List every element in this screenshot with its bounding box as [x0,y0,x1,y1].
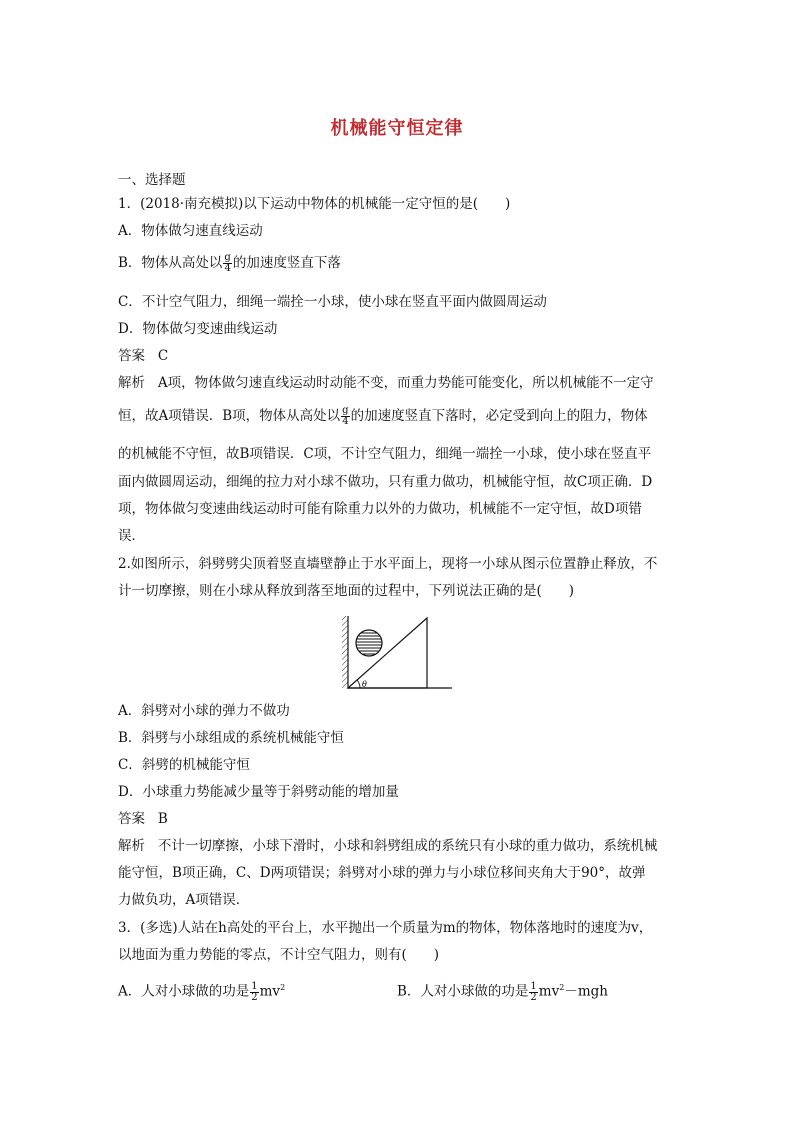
q1-option-c: C．不计空气阻力，细绳一端拴一小球，使小球在竖直平面内做圆周运动 [118,294,547,310]
option-text: －mgh [564,983,608,1000]
q1-stem: 1．(2018·南充模拟)以下运动中物体的机械能一定守恒的是( ) [118,196,511,212]
q1-option-b-pre: B．物体从高处以 [118,255,223,271]
q1-analysis-line-3: 的机械能不守恒，故B项错误．C项，不计空气阻力，细绳一端拴一小球，使小球在竖直平 [118,446,652,462]
q1-option-d: D．物体做匀变速曲线运动 [118,321,278,337]
answer-label: 答案 [118,811,145,827]
frac-denominator: 4 [342,416,349,427]
q2-analysis-line-3: 力做负功，A项错误． [118,892,250,908]
frac-denominator: 4 [224,263,231,274]
fraction-g-over-4 [223,253,231,274]
q1-option-a: A．物体做匀速直线运动 [118,223,263,239]
option-text: mv [259,983,281,1000]
frac-numerator: g [342,405,349,416]
analysis-label: 解析 [118,838,145,854]
frac-numerator: 1 [530,980,537,992]
wall-hatching [342,616,348,688]
analysis-text: A项，物体做匀速直线运动时动能不变，而重力势能可能变化，所以机械能不一定守 [157,375,654,391]
q2-answer [118,809,168,829]
frac-denominator: 2 [530,991,537,1003]
q3-stem-line-1: 3．(多选)人站在h高处的平台上，水平抛出一个质量为m的物体，物体落地时的速度为v， [118,920,653,936]
q2-option-c: C．斜劈的机械能守恒 [118,757,250,773]
q2-option-b: B．斜劈与小球组成的系统机械能守恒 [118,730,344,746]
q2-stem-line-2: 计一切摩擦，则在小球从释放到落至地面的过程中，下列说法正确的是( ) [118,583,575,599]
page-title: 机械能守恒定律 [330,118,464,139]
q2-analysis-line-1 [118,836,657,856]
q3-stem-line-2: 以地面为重力势能的零点，不计空气阻力，则有( ) [118,947,440,963]
answer-value: B [157,811,168,827]
frac-numerator: 1 [251,980,258,992]
wedge-ball-figure [340,616,454,692]
analysis-label: 解析 [118,375,145,391]
superscript: 2 [280,983,286,992]
q2-analysis-line-2: 能守恒，B项正确，C、D两项错误；斜劈对小球的弹力与小球位移间夹角大于90°，故弹 [118,865,646,881]
q2-option-d: D．小球重力势能减少量等于斜劈动能的增加量 [118,784,399,800]
angle-arc [357,680,360,688]
q1-analysis-line-4: 面内做圆周运动，细绳的拉力对小球不做功，只有重力做功，机械能守恒，故C项正确．D [118,474,653,490]
q2-option-a: A．斜劈对小球的弹力不做功 [118,703,290,719]
superscript: 2 [559,983,565,992]
q1-analysis-line-5: 项，物体做匀变速曲线运动时可能有除重力以外的力做功，机械能不一定守恒，故D项错 [118,501,642,517]
q1-answer [118,346,168,366]
q1-analysis-line-6: 误． [118,528,145,544]
q3-option-b [397,978,608,1003]
q1-option-b [118,253,341,274]
frac-numerator: g [224,252,231,263]
section-heading: 一、选择题 [118,172,186,188]
ball [356,630,382,656]
q1-analysis-line-2 [118,406,648,427]
option-text: A．人对小球做的功是 [118,983,250,1000]
answer-label: 答案 [118,348,145,364]
option-text: mv [538,983,560,1000]
answer-value: C [157,348,169,364]
fraction-g-over-4 [341,406,349,427]
angle-label: θ [362,680,367,689]
option-text: B．人对小球做的功是 [397,983,529,1000]
q1-analysis-line-1 [118,373,654,393]
q1-option-b-post: 的加速度竖直下落 [232,255,341,271]
fraction-one-half [529,982,537,1003]
analysis-text: 的加速度竖直下落时，必定受到向上的阻力，物体 [350,408,648,424]
fraction-one-half [250,982,258,1003]
frac-denominator: 2 [251,991,258,1003]
analysis-text: 不计一切摩擦，小球下滑时，小球和斜劈组成的系统只有小球的重力做功，系统机械 [157,838,658,854]
q2-stem-line-1: 2.如图所示，斜劈劈尖顶着竖直墙壁静止于水平面上，现将一小球从图示位置静止释放，不 [118,556,658,572]
analysis-text: 恒，故A项错误．B项，物体从高处以 [118,408,341,424]
q3-option-a [118,978,285,1003]
